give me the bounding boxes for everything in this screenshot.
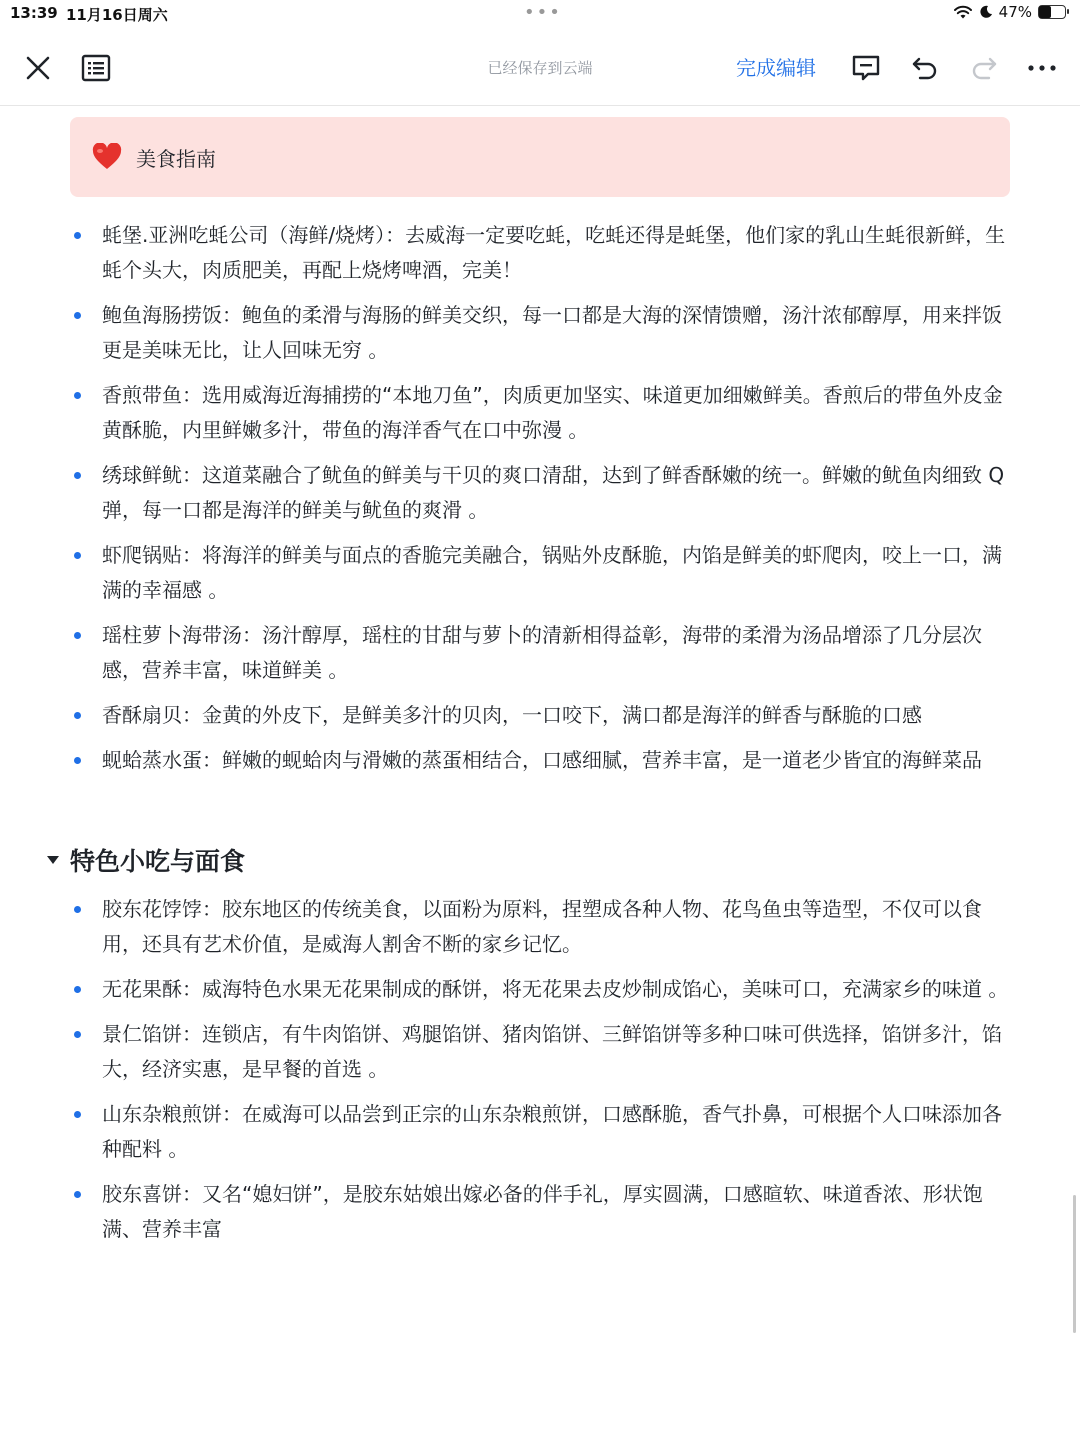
list-item-text: 虾爬锅贴：将海洋的鲜美与面点的香脆完美融合，锅贴外皮酥脆，内馅是鲜美的虾爬肉，咬上一口，满满的幸福感 。 [102, 543, 1002, 602]
redo-icon[interactable] [964, 48, 1004, 88]
list-item[interactable] [0, 1017, 1080, 1087]
status-time: 13:39 [10, 4, 58, 22]
bullet-icon [74, 1031, 81, 1038]
list-item-text: 景仁馅饼：连锁店，有牛肉馅饼、鸡腿馅饼、猪肉馅饼、三鲜馅饼等多种口味可供选择，馅饼多汁，馅大，经济实惠，是早餐的首选 。 [102, 1022, 1002, 1081]
list-item[interactable] [0, 218, 1080, 288]
list-item-text: 香煎带鱼：选用威海近海捕捞的“本地刀鱼”，肉质更加坚实、味道更加细嫩鲜美。香煎后的带鱼外皮金黄酥脆，内里鲜嫩多汁，带鱼的海洋香气在口中弥漫 。 [102, 383, 1003, 442]
comment-icon[interactable] [846, 48, 886, 88]
list-item[interactable] [0, 1177, 1080, 1247]
moon-icon [979, 5, 993, 19]
multitask-dots[interactable]: ••• [524, 2, 562, 23]
finish-editing-button[interactable]: 完成编辑 [736, 56, 816, 80]
list-item-text: 蚝堡.亚洲吃蚝公司（海鲜/烧烤）：去威海一定要吃蚝，吃蚝还得是蚝堡，他们家的乳山生蚝很新鲜，生蚝个头大，肉质肥美，再配上烧烤啤酒，完美！ [102, 223, 1006, 282]
list-item-text: 香酥扇贝：金黄的外皮下，是鲜美多汁的贝肉，一口咬下，满口都是海洋的鲜香与酥脆的口感 [102, 703, 922, 727]
list-item-text: 胶东喜饼：又名“媳妇饼”，是胶东姑娘出嫁必备的伴手礼，厚实圆满，口感暄软、味道香浓、形状饱满、营养丰富 [102, 1182, 983, 1241]
list-item[interactable] [0, 458, 1080, 528]
more-icon[interactable] [1022, 48, 1062, 88]
bullet-icon [74, 552, 81, 559]
status-indicators [953, 3, 1066, 21]
list-item[interactable] [0, 298, 1080, 368]
list-item-text: 胶东花饽饽：胶东地区的传统美食，以面粉为原料，捏塑成各种人物、花鸟鱼虫等造型，不仅可以食用，还具有艺术价值，是威海人割舍不断的家乡记忆。 [102, 897, 982, 956]
food-list [0, 218, 1080, 788]
save-status: 已经保存到云端 [487, 59, 593, 77]
bullet-icon [74, 712, 81, 719]
callout-text: 美食指南 [136, 146, 216, 171]
section-heading[interactable] [46, 842, 245, 878]
battery-level [1039, 6, 1051, 18]
list-item[interactable] [0, 618, 1080, 688]
collapse-triangle-icon[interactable] [46, 855, 60, 865]
bullet-icon [74, 1191, 81, 1198]
bullet-icon [74, 757, 81, 764]
undo-icon[interactable] [905, 48, 945, 88]
status-date: 11月16日周六 [66, 6, 168, 24]
bullet-icon [74, 1111, 81, 1118]
wifi-icon [953, 4, 973, 20]
bullet-icon [74, 232, 81, 239]
list-item-text: 无花果酥：威海特色水果无花果制成的酥饼，将无花果去皮炒制成馅心，美味可口，充满家乡的味道 。 [102, 977, 1009, 1001]
bullet-icon [74, 632, 81, 639]
callout-block[interactable] [70, 117, 1010, 197]
section-title: 特色小吃与面食 [70, 847, 246, 876]
list-item[interactable] [0, 538, 1080, 608]
status-bar [0, 0, 1080, 28]
list-item-text: 山东杂粮煎饼：在威海可以品尝到正宗的山东杂粮煎饼，口感酥脆，香气扑鼻，可根据个人口味添加各种配料 。 [102, 1102, 1002, 1161]
bullet-icon [74, 312, 81, 319]
scrollbar[interactable] [1073, 1195, 1076, 1333]
list-item-text: 瑶柱萝卜海带汤：汤汁醇厚，瑶柱的甘甜与萝卜的清新相得益彰，海带的柔滑为汤品增添了几分层次感，营养丰富，味道鲜美 。 [102, 623, 982, 682]
list-item[interactable] [0, 972, 1080, 1007]
bullet-icon [74, 472, 81, 479]
battery-icon [1038, 5, 1066, 19]
list-item-text: 鲍鱼海肠捞饭：鲍鱼的柔滑与海肠的鲜美交织，每一口都是大海的深情馈赠，汤汁浓郁醇厚，用来拌饭更是美味无比，让人回味无穷 。 [102, 303, 1002, 362]
snack-list [0, 892, 1080, 1257]
bullet-icon [74, 392, 81, 399]
heart-icon [92, 143, 122, 171]
list-item[interactable] [0, 378, 1080, 448]
list-item[interactable] [0, 698, 1080, 733]
list-item-text: 绣球鲜鱿：这道菜融合了鱿鱼的鲜美与干贝的爽口清甜，达到了鲜香酥嫩的统一。鲜嫩的鱿鱼肉细致 Q 弹，每一口都是海洋的鲜美与鱿鱼的爽滑 。 [102, 463, 1005, 522]
editor-toolbar [0, 30, 1080, 106]
list-item[interactable] [0, 1097, 1080, 1167]
list-item-text: 蚬蛤蒸水蛋：鲜嫩的蚬蛤肉与滑嫩的蒸蛋相结合，口感细腻，营养丰富，是一道老少皆宜的海鲜菜品 [102, 748, 982, 772]
list-item[interactable] [0, 743, 1080, 778]
bullet-icon [74, 986, 81, 993]
list-item[interactable] [0, 892, 1080, 962]
battery-percent: 47% [998, 3, 1032, 21]
bullet-icon [74, 906, 81, 913]
